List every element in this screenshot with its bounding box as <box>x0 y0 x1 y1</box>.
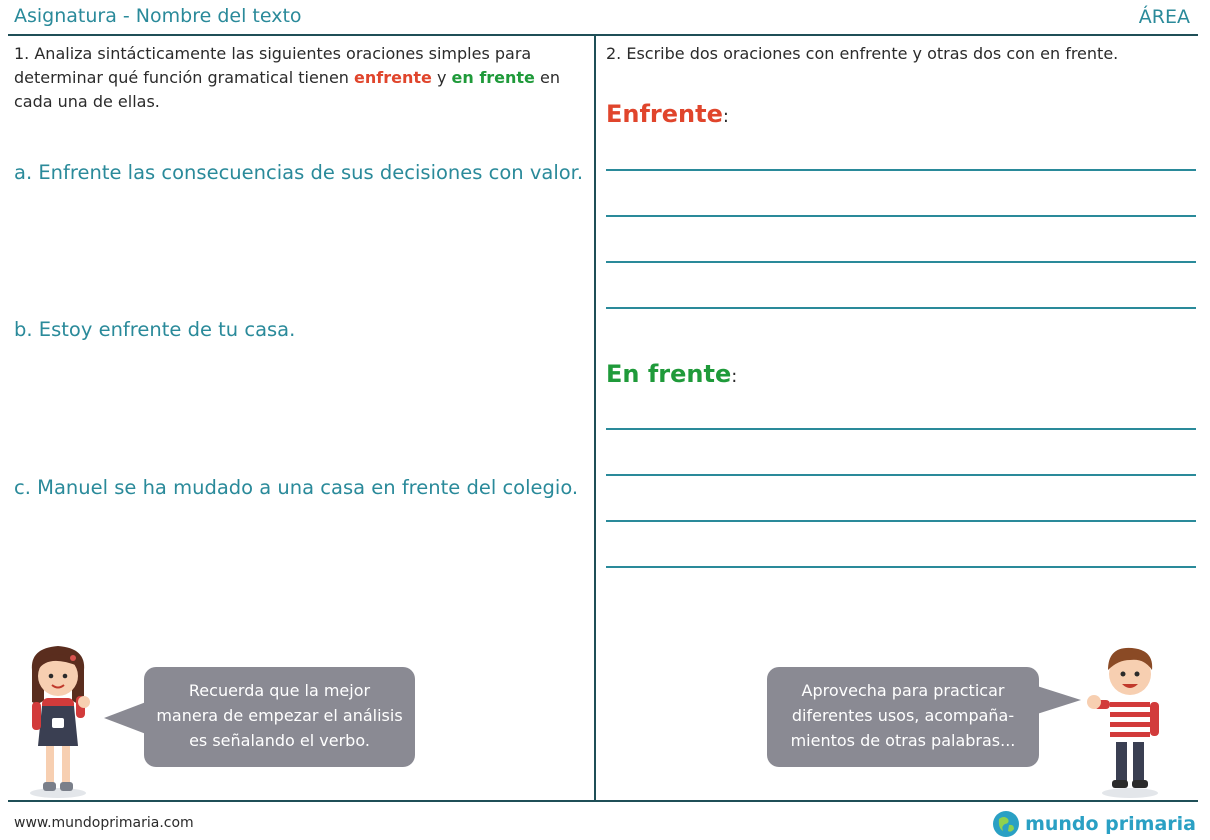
writing-line[interactable] <box>606 169 1196 171</box>
instruction-text: 1. Analiza sintácticamente las siguientes oraciones simples para determinar qué función gramatical tienen <box>14 44 532 87</box>
writing-line[interactable] <box>606 261 1196 263</box>
area-label: ÁREA <box>1138 6 1190 28</box>
bubble-tail <box>104 702 146 734</box>
footer-url[interactable]: www.mundoprimaria.com <box>14 815 194 831</box>
hint-bubble-right <box>767 667 1039 767</box>
keyword-enfrente: enfrente <box>354 68 432 87</box>
heading-enfrente-text: Enfrente <box>606 100 723 128</box>
brand-logo[interactable] <box>992 810 1196 838</box>
writing-line[interactable] <box>606 307 1196 309</box>
writing-line[interactable] <box>606 215 1196 217</box>
hint-text-right: Aprovecha para practicar diferentes usos, acompaña-mientos de otras palabras... <box>790 681 1016 750</box>
writing-line[interactable] <box>606 566 1196 568</box>
heading-colon: : <box>731 366 738 387</box>
heading-colon: : <box>722 106 729 127</box>
sentence-c: c. Manuel se ha mudado a una casa en frente del colegio. <box>14 476 579 499</box>
instruction-text: en cada una de ellas. <box>14 68 560 111</box>
writing-line[interactable] <box>606 428 1196 430</box>
writing-line[interactable] <box>606 520 1196 522</box>
exercise-1-instruction <box>14 42 584 114</box>
column-divider <box>594 36 596 800</box>
girl-illustration-icon <box>18 640 98 800</box>
writing-line[interactable] <box>606 474 1196 476</box>
hint-text-left: Recuerda que la mejor manera de empezar el análisis es señalando el verbo. <box>156 681 403 750</box>
brand-logo-text: mundo primaria <box>1025 813 1196 835</box>
globe-icon <box>992 810 1020 838</box>
heading-enfrente <box>606 100 729 128</box>
heading-en-frente <box>606 360 737 388</box>
worksheet-title: Asignatura - Nombre del texto <box>14 5 302 27</box>
sentence-a: a. Enfrente las consecuencias de sus decisiones con valor. <box>14 161 584 184</box>
header-divider <box>8 34 1198 36</box>
bubble-tail <box>1037 686 1081 714</box>
keyword-en-frente: en frente <box>451 68 535 87</box>
instruction-text: y <box>431 68 452 87</box>
hint-bubble-left <box>144 667 415 767</box>
exercise-2-instruction: 2. Escribe dos oraciones con enfrente y otras dos con en frente. <box>606 44 1119 63</box>
boy-illustration-icon <box>1084 640 1174 800</box>
footer-divider <box>8 800 1198 802</box>
heading-en-frente-text: En frente <box>606 360 732 388</box>
sentence-b: b. Estoy enfrente de tu casa. <box>14 318 296 341</box>
